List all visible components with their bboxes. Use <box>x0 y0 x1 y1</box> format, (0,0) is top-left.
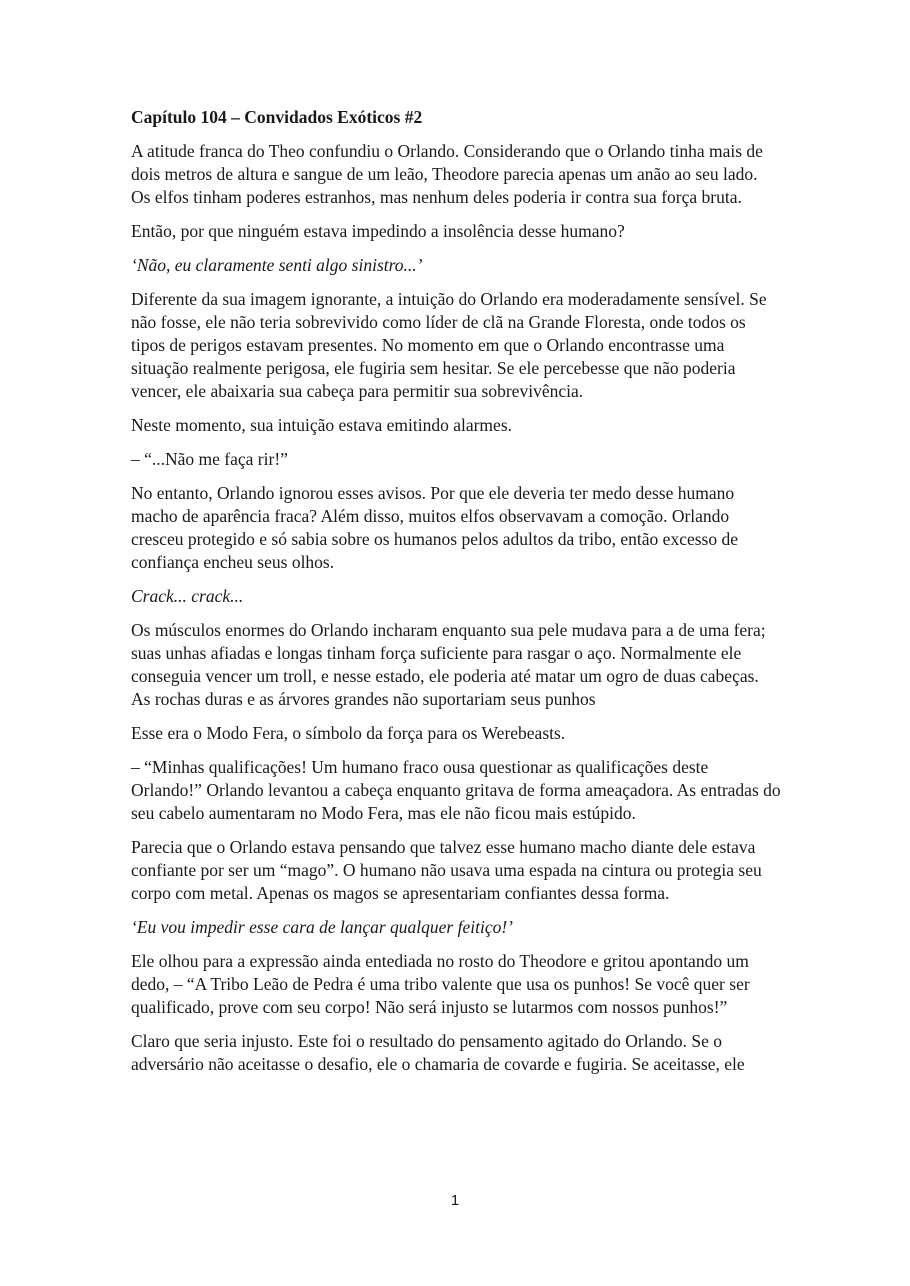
paragraph-thought: ‘Eu vou impedir esse cara de lançar qualquer feitiço!’ <box>131 917 513 937</box>
paragraph: No entanto, Orlando ignorou esses avisos. Por que ele deveria ter medo desse humano macho de aparência fraca? Além disso, muitos elfos observavam a comoção. Orlando cresceu protegido e só sabia sobre os humanos pelos adultos da tribo, então excesso de confiança encheu seus olhos. <box>131 483 738 572</box>
paragraph-sound-effect: Crack... crack... <box>131 586 244 606</box>
paragraph-dialogue: – “Minhas qualificações! Um humano fraco ousa questionar as qualificações deste Orlando!” Orlando levantou a cabeça enquanto gritava de forma ameaçadora. As entradas do seu cabelo aumentaram no Modo Fera, mas ele não ficou mais estúpido. <box>131 757 781 823</box>
paragraph: Ele olhou para a expressão ainda entediada no rosto do Theodore e gritou apontando um dedo, – “A Tribo Leão de Pedra é uma tribo valente que usa os punhos! Se você quer ser qualificado, prove com seu corpo! Não será injusto se lutarmos com nossos punhos!” <box>131 951 750 1017</box>
paragraph: Esse era o Modo Fera, o símbolo da força para os Werebeasts. <box>131 723 566 743</box>
paragraph: Neste momento, sua intuição estava emitindo alarmes. <box>131 415 513 435</box>
page-number: 1 <box>450 1192 460 1209</box>
paragraph: A atitude franca do Theo confundiu o Orlando. Considerando que o Orlando tinha mais de dois metros de altura e sangue de um leão, Theodore parecia apenas um anão ao seu lado. Os elfos tinham poderes estranhos, mas nenhum deles poderia ir contra sua força bruta. <box>131 141 763 207</box>
paragraph: Então, por que ninguém estava impedindo a insolência desse humano? <box>131 221 625 241</box>
chapter-title: Capítulo 104 – Convidados Exóticos #2 <box>131 107 423 127</box>
paragraph-dialogue: – “...Não me faça rir!” <box>131 449 288 469</box>
paragraph: Parecia que o Orlando estava pensando que talvez esse humano macho diante dele estava confiante por ser um “mago”. O humano não usava uma espada na cintura ou protegia seu corpo com metal. Apenas os magos se apresentariam confiantes dessa forma. <box>131 837 762 903</box>
paragraph: Diferente da sua imagem ignorante, a intuição do Orlando era moderadamente sensível. Se não fosse, ele não teria sobrevivido como líder de clã na Grande Floresta, onde todos os tipos de perigos estavam presentes. No momento em que o Orlando encontrasse uma situação realmente perigosa, ele fugiria sem hesitar. Se ele percebesse que não poderia vencer, ele abaixaria sua cabeça para permitir sua sobrevivência. <box>131 289 767 401</box>
paragraph-thought: ‘Não, eu claramente senti algo sinistro...’ <box>131 255 423 275</box>
paragraph: Os músculos enormes do Orlando incharam enquanto sua pele mudava para a de uma fera; suas unhas afiadas e longas tinham força suficiente para rasgar o aço. Normalmente ele conseguia vencer um troll, e nesse estado, ele poderia até matar um ogro de duas cabeças. As rochas duras e as árvores grandes não suportariam seus punhos <box>131 620 766 709</box>
paragraph: Claro que seria injusto. Este foi o resultado do pensamento agitado do Orlando. Se o adversário não aceitasse o desafio, ele o chamaria de covarde e fugiria. Se aceitasse, ele <box>131 1031 745 1074</box>
document-body <box>131 106 781 1087</box>
